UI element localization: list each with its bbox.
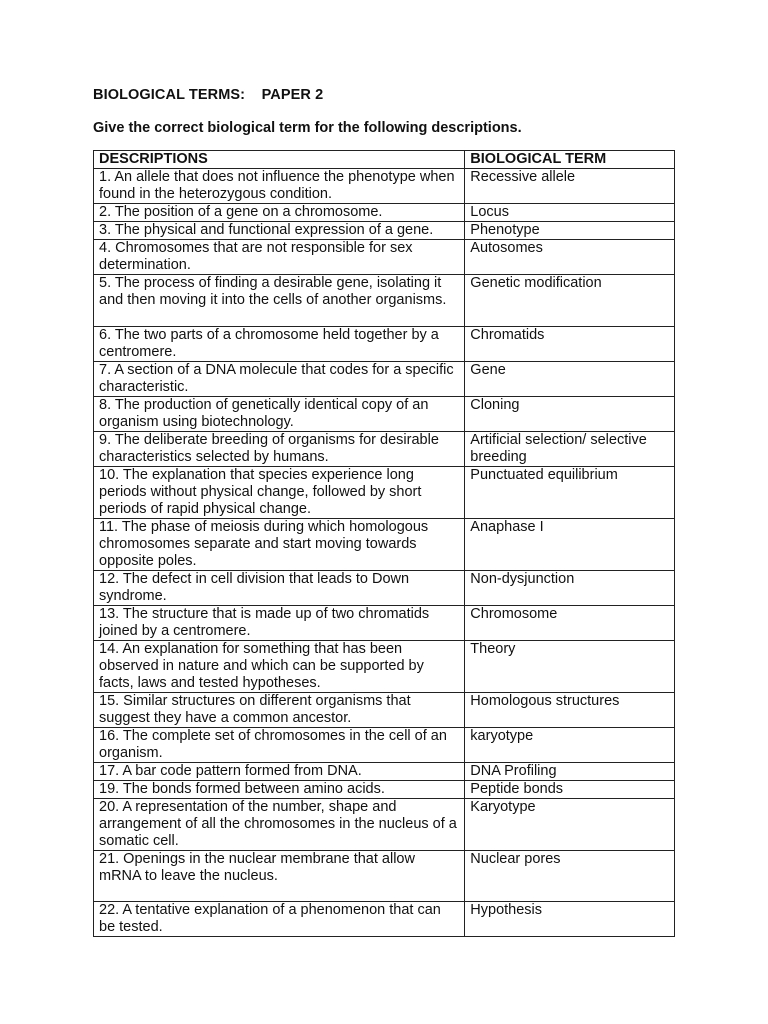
description-cell: 2. The position of a gene on a chromosome. (94, 204, 465, 222)
table-row (94, 327, 675, 362)
table-header-row (94, 151, 675, 169)
description-cell: 5. The process of finding a desirable gene, isolating it and then moving it into the cells of another organisms. (94, 275, 465, 327)
description-cell: 13. The structure that is made up of two chromatids joined by a centromere. (94, 606, 465, 641)
table-row (94, 641, 675, 693)
term-cell: Non-dysjunction (465, 571, 675, 606)
table-row (94, 851, 675, 902)
table-row (94, 763, 675, 781)
term-cell: karyotype (465, 728, 675, 763)
header-descriptions: DESCRIPTIONS (94, 151, 465, 169)
term-cell: Chromatids (465, 327, 675, 362)
description-cell: 1. An allele that does not influence the phenotype when found in the heterozygous condition. (94, 169, 465, 204)
description-cell: 12. The defect in cell division that leads to Down syndrome. (94, 571, 465, 606)
description-cell: 3. The physical and functional expression of a gene. (94, 222, 465, 240)
description-cell: 6. The two parts of a chromosome held together by a centromere. (94, 327, 465, 362)
term-cell: Nuclear pores (465, 851, 675, 902)
term-cell: Homologous structures (465, 693, 675, 728)
description-cell: 21. Openings in the nuclear membrane that allow mRNA to leave the nucleus. (94, 851, 465, 902)
table-row (94, 397, 675, 432)
term-cell: Cloning (465, 397, 675, 432)
table-row (94, 571, 675, 606)
term-cell: Gene (465, 362, 675, 397)
term-cell: Anaphase I (465, 519, 675, 571)
term-cell: Punctuated equilibrium (465, 467, 675, 519)
description-cell: 11. The phase of meiosis during which homologous chromosomes separate and start moving towards opposite poles. (94, 519, 465, 571)
term-cell: Hypothesis (465, 902, 675, 937)
description-cell: 22. A tentative explanation of a phenomenon that can be tested. (94, 902, 465, 937)
terms-table (93, 150, 675, 937)
description-cell: 4. Chromosomes that are not responsible for sex determination. (94, 240, 465, 275)
description-cell: 7. A section of a DNA molecule that codes for a specific characteristic. (94, 362, 465, 397)
term-cell: Autosomes (465, 240, 675, 275)
table-row (94, 275, 675, 327)
term-cell: Genetic modification (465, 275, 675, 327)
description-cell: 15. Similar structures on different organisms that suggest they have a common ancestor. (94, 693, 465, 728)
table-row (94, 799, 675, 851)
table-row (94, 362, 675, 397)
table-row (94, 519, 675, 571)
description-cell: 9. The deliberate breeding of organisms for desirable characteristics selected by humans. (94, 432, 465, 467)
term-cell: Peptide bonds (465, 781, 675, 799)
table-row (94, 902, 675, 937)
term-cell: Theory (465, 641, 675, 693)
description-cell: 8. The production of genetically identical copy of an organism using biotechnology. (94, 397, 465, 432)
term-cell: Artificial selection/ selective breeding (465, 432, 675, 467)
table-row (94, 240, 675, 275)
table-row (94, 728, 675, 763)
term-cell: DNA Profiling (465, 763, 675, 781)
table-row (94, 781, 675, 799)
instructions-text: Give the correct biological term for the following descriptions. (93, 120, 522, 136)
table-row (94, 467, 675, 519)
term-cell: Karyotype (465, 799, 675, 851)
term-cell: Recessive allele (465, 169, 675, 204)
table-row (94, 222, 675, 240)
term-cell: Phenotype (465, 222, 675, 240)
table-row (94, 693, 675, 728)
description-cell: 19. The bonds formed between amino acids. (94, 781, 465, 799)
table-row (94, 204, 675, 222)
term-cell: Chromosome (465, 606, 675, 641)
table-row (94, 432, 675, 467)
document-title: BIOLOGICAL TERMS: PAPER 2 (93, 87, 324, 103)
description-cell: 16. The complete set of chromosomes in the cell of an organism. (94, 728, 465, 763)
table-row (94, 169, 675, 204)
description-cell: 10. The explanation that species experience long periods without physical change, followed by short periods of rapid physical change. (94, 467, 465, 519)
header-biological-term: BIOLOGICAL TERM (465, 151, 675, 169)
term-cell: Locus (465, 204, 675, 222)
table-row (94, 606, 675, 641)
description-cell: 20. A representation of the number, shape and arrangement of all the chromosomes in the nucleus of a somatic cell. (94, 799, 465, 851)
description-cell: 14. An explanation for something that has been observed in nature and which can be supported by facts, laws and tested hypotheses. (94, 641, 465, 693)
description-cell: 17. A bar code pattern formed from DNA. (94, 763, 465, 781)
